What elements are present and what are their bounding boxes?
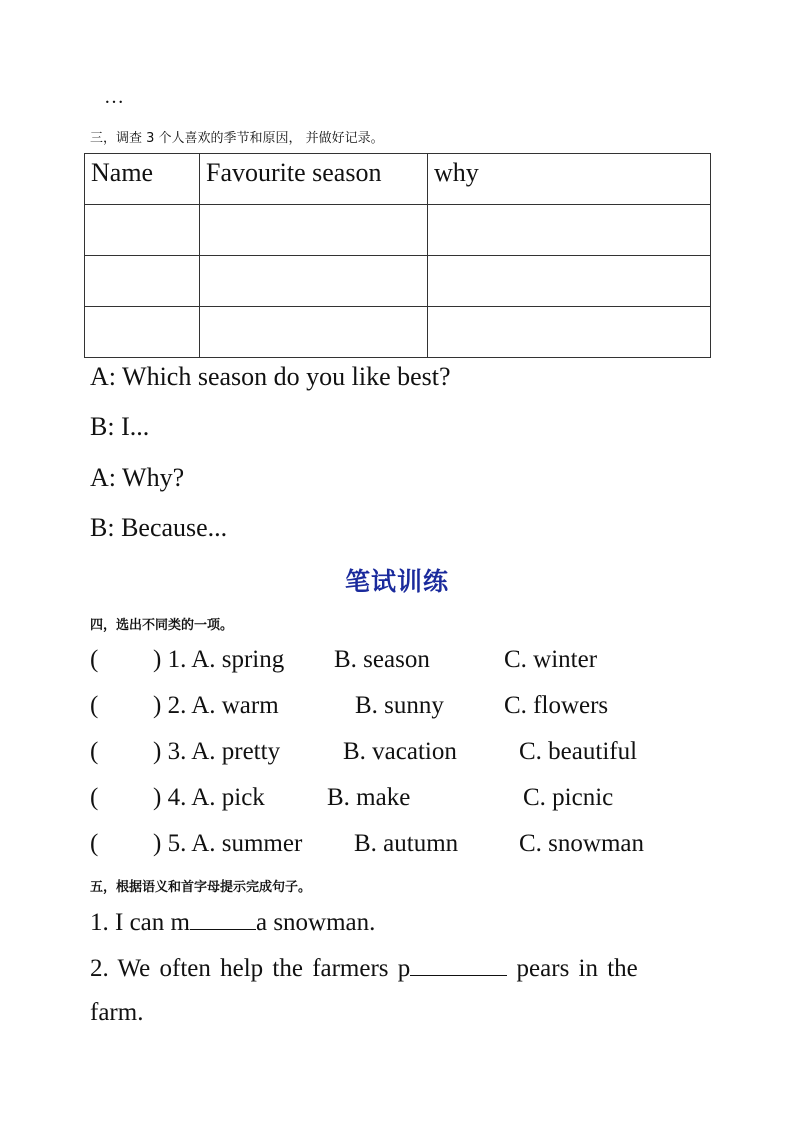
answer-bracket[interactable]: ( [90,784,99,811]
answer-bracket[interactable]: ( [90,830,99,857]
dialog-line: B: I... [90,412,150,441]
answer-blank[interactable] [410,953,507,976]
dialog-line: A: Which season do you like best? [90,362,451,391]
question-option-c: C. snowman [519,830,644,857]
table-header-row [85,154,711,205]
section4-heading: 四，选出不同类的一项。 [90,618,234,633]
table-cell[interactable] [85,256,200,307]
table-cell[interactable] [200,205,428,256]
question-option-c: C. flowers [504,692,609,719]
table-row [85,256,711,307]
table-cell[interactable] [200,256,428,307]
question-option-b: B. make [327,784,411,811]
survey-table [84,153,711,358]
question-option-b: B. season [334,646,430,673]
question-option-c: C. beautiful [519,738,638,765]
question-option-a: ) 1. A. spring [153,646,285,673]
fill-sentence-2-continuation: farm. [90,999,144,1026]
fill-sentence-2 [90,953,638,983]
answer-bracket[interactable]: ( [90,692,99,719]
header-why: why [428,154,711,205]
question-option-b: B. vacation [343,738,457,765]
question-option-a: ) 2. A. warm [153,692,279,719]
question-option-c: C. winter [504,646,598,673]
question-option-b: B. sunny [355,692,444,719]
table-cell[interactable] [200,307,428,358]
question-option-b: B. autumn [354,830,459,857]
answer-bracket[interactable]: ( [90,738,99,765]
section5-heading: 五，根据语义和首字母提示完成句子。 [90,880,312,895]
section3-heading: 三，调查 3 个人喜欢的季节和原因， 并做好记录。 [90,131,384,146]
table-row [85,307,711,358]
question-option-a: ) 5. A. summer [153,830,303,857]
answer-blank[interactable] [190,907,256,930]
header-name: Name [85,154,200,205]
answer-bracket[interactable]: ( [90,646,99,673]
table-cell[interactable] [428,256,711,307]
question-option-a: ) 3. A. pretty [153,738,281,765]
sentence-text: 2. We often help the farmers p [90,955,411,982]
fill-sentence-1 [90,907,375,937]
table-row [85,205,711,256]
written-practice-title: 笔试训练 [344,567,449,596]
dialog-line: A: Why? [90,463,185,492]
table-cell[interactable] [85,307,200,358]
table-cell[interactable] [428,307,711,358]
sentence-text: 1. I can m [90,909,190,936]
header-favourite-season: Favourite season [200,154,428,205]
table-cell[interactable] [85,205,200,256]
question-option-a: ) 4. A. pick [153,784,265,811]
sentence-text: a snowman. [255,909,376,936]
table-cell[interactable] [428,205,711,256]
dialog-line: B: Because... [90,513,228,542]
question-option-c: C. picnic [523,784,614,811]
top-ellipsis: … [104,86,124,108]
sentence-text: pears in the [507,955,638,982]
